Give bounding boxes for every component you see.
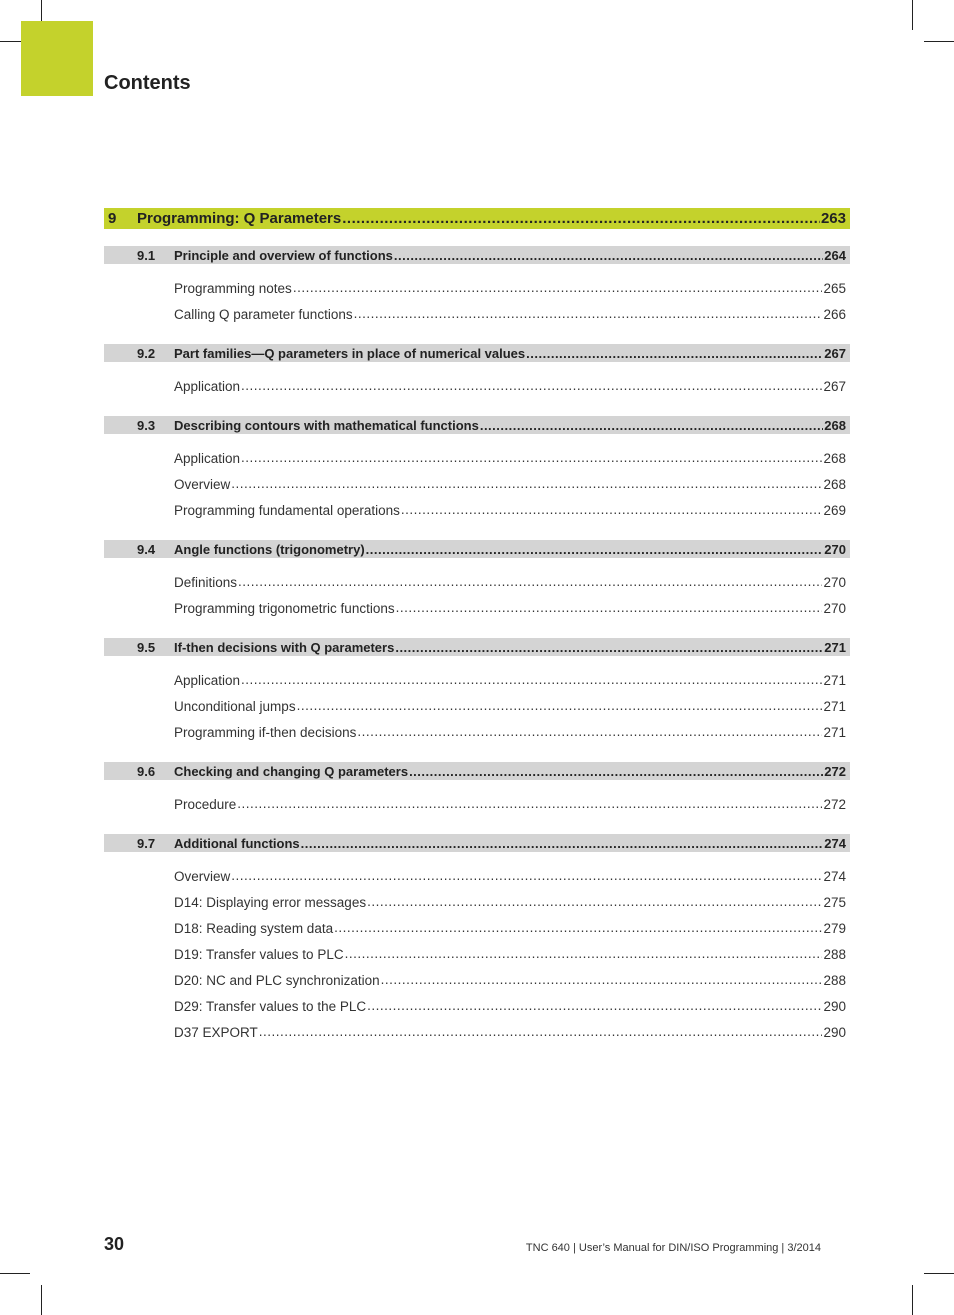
toc-entry[interactable] (104, 275, 850, 301)
toc-entry-list (104, 373, 850, 399)
entry-page: 265 (823, 280, 846, 296)
toc-entry-list (104, 863, 850, 1045)
section-title: Part families—Q parameters in place of numerical values (174, 345, 526, 361)
section-title: Additional functions (174, 835, 300, 851)
entry-title: Programming if-then decisions (174, 724, 357, 740)
footer-text: TNC 640 | User’s Manual for DIN/ISO Programming | 3/2014 (525, 1242, 821, 1254)
entry-page: 268 (823, 476, 846, 492)
crop-mark (41, 0, 42, 21)
entry-title: Application (174, 672, 241, 688)
entry-page: 271 (823, 698, 846, 714)
section-number: 9.6 (137, 763, 156, 779)
dot-leader (367, 895, 822, 909)
section-number: 9.1 (137, 247, 156, 263)
dot-leader (394, 249, 823, 262)
entry-title: D14: Displaying error messages (174, 894, 367, 910)
toc-entry[interactable] (104, 719, 850, 745)
toc-entry[interactable] (104, 915, 850, 941)
crop-mark (0, 1273, 30, 1274)
entry-page: 275 (823, 894, 846, 910)
entry-page: 272 (823, 796, 846, 812)
section-number: 9.4 (137, 541, 156, 557)
toc-section-heading[interactable] (104, 762, 850, 780)
page-number: 30 (104, 1234, 125, 1254)
chapter-page: 263 (820, 210, 846, 227)
entry-title: Definitions (174, 574, 238, 590)
entry-page: 266 (823, 306, 846, 322)
entry-title: Application (174, 378, 241, 394)
toc-entry[interactable] (104, 693, 850, 719)
chapter-accent-square (21, 21, 93, 96)
toc-entry[interactable] (104, 791, 850, 817)
toc-sections (104, 246, 850, 1045)
dot-leader (345, 947, 823, 961)
dot-leader (334, 921, 822, 935)
toc-entry-list (104, 275, 850, 327)
toc-section-heading[interactable] (104, 834, 850, 852)
entry-title: Procedure (174, 796, 237, 812)
section-page: 264 (824, 247, 846, 263)
dot-leader (293, 281, 823, 295)
dot-leader (237, 797, 822, 811)
dot-leader (342, 211, 820, 226)
entry-title: Calling Q parameter functions (174, 306, 353, 322)
dot-leader (241, 673, 822, 687)
toc-section-heading[interactable] (104, 344, 850, 362)
dot-leader (395, 641, 823, 654)
entry-title: Overview (174, 868, 231, 884)
section-title: If-then decisions with Q parameters (174, 639, 395, 655)
entry-title: Application (174, 450, 241, 466)
chapter-number: 9 (108, 210, 117, 227)
entry-title: D37 EXPORT (174, 1024, 258, 1040)
dot-leader (231, 477, 822, 491)
toc-entry[interactable] (104, 301, 850, 327)
section-title: Checking and changing Q parameters (174, 763, 409, 779)
entry-title: Programming fundamental operations (174, 502, 400, 518)
entry-title: Unconditional jumps (174, 698, 296, 714)
section-title: Angle functions (trigonometry) (174, 541, 365, 557)
crop-mark (924, 1273, 954, 1274)
entry-title: Overview (174, 476, 231, 492)
crop-mark (924, 41, 954, 42)
toc-entry[interactable] (104, 373, 850, 399)
toc-entry[interactable] (104, 667, 850, 693)
section-page: 267 (824, 345, 846, 361)
toc-entry[interactable] (104, 967, 850, 993)
dot-leader (238, 575, 822, 589)
toc-entry[interactable] (104, 889, 850, 915)
toc-entry[interactable] (104, 993, 850, 1019)
entry-page: 274 (823, 868, 846, 884)
toc-section-heading[interactable] (104, 246, 850, 264)
entry-page: 288 (823, 946, 846, 962)
entry-title: D18: Reading system data (174, 920, 334, 936)
section-number: 9.2 (137, 345, 156, 361)
page-title: Contents (104, 72, 191, 94)
dot-leader (366, 543, 824, 556)
dot-leader (259, 1025, 823, 1039)
dot-leader (231, 869, 822, 883)
dot-leader (480, 419, 823, 432)
toc-entry[interactable] (104, 471, 850, 497)
dot-leader (241, 451, 822, 465)
crop-mark (912, 1285, 913, 1315)
toc-entry[interactable] (104, 941, 850, 967)
dot-leader (354, 307, 823, 321)
toc-entry-list (104, 445, 850, 523)
entry-page: 271 (823, 724, 846, 740)
toc-section-heading[interactable] (104, 638, 850, 656)
section-number: 9.3 (137, 417, 156, 433)
dot-leader (396, 601, 823, 615)
dot-leader (381, 973, 823, 987)
entry-page: 270 (823, 600, 846, 616)
entry-page: 290 (823, 998, 846, 1014)
section-page: 274 (824, 835, 846, 851)
entry-page: 279 (823, 920, 846, 936)
entry-title: D29: Transfer values to the PLC (174, 998, 367, 1014)
section-page: 271 (824, 639, 846, 655)
dot-leader (367, 999, 822, 1013)
section-page: 272 (824, 763, 846, 779)
crop-mark (912, 0, 913, 30)
entry-page: 290 (823, 1024, 846, 1040)
section-title: Principle and overview of functions (174, 247, 393, 263)
toc-entry[interactable] (104, 863, 850, 889)
section-number: 9.5 (137, 639, 156, 655)
dot-leader (409, 765, 823, 778)
entry-title: D20: NC and PLC synchronization (174, 972, 380, 988)
dot-leader (241, 379, 822, 393)
table-of-contents (104, 208, 850, 1045)
entry-page: 268 (823, 450, 846, 466)
toc-entry-list (104, 667, 850, 745)
toc-entry[interactable] (104, 1019, 850, 1045)
section-title: Describing contours with mathematical functions (174, 417, 479, 433)
section-page: 270 (824, 541, 846, 557)
entry-page: 269 (823, 502, 846, 518)
entry-page: 271 (823, 672, 846, 688)
entry-title: Programming notes (174, 280, 292, 296)
toc-entry[interactable] (104, 595, 850, 621)
toc-entry[interactable] (104, 569, 850, 595)
crop-mark (41, 1285, 42, 1315)
entry-page: 267 (823, 378, 846, 394)
toc-entry-list (104, 791, 850, 817)
entry-page: 288 (823, 972, 846, 988)
toc-entry[interactable] (104, 445, 850, 471)
toc-chapter-heading[interactable] (104, 208, 850, 229)
dot-leader (357, 725, 822, 739)
dot-leader (401, 503, 823, 517)
entry-title: Programming trigonometric functions (174, 600, 395, 616)
crop-mark (0, 41, 21, 42)
chapter-title: Programming: Q Parameters (137, 210, 342, 227)
section-number: 9.7 (137, 835, 156, 851)
toc-section-heading[interactable] (104, 416, 850, 434)
entry-title: D19: Transfer values to PLC (174, 946, 344, 962)
dot-leader (301, 837, 824, 850)
dot-leader (526, 347, 823, 360)
section-page: 268 (824, 417, 846, 433)
dot-leader (297, 699, 823, 713)
entry-page: 270 (823, 574, 846, 590)
toc-entry-list (104, 569, 850, 621)
toc-entry[interactable] (104, 497, 850, 523)
toc-section-heading[interactable] (104, 540, 850, 558)
